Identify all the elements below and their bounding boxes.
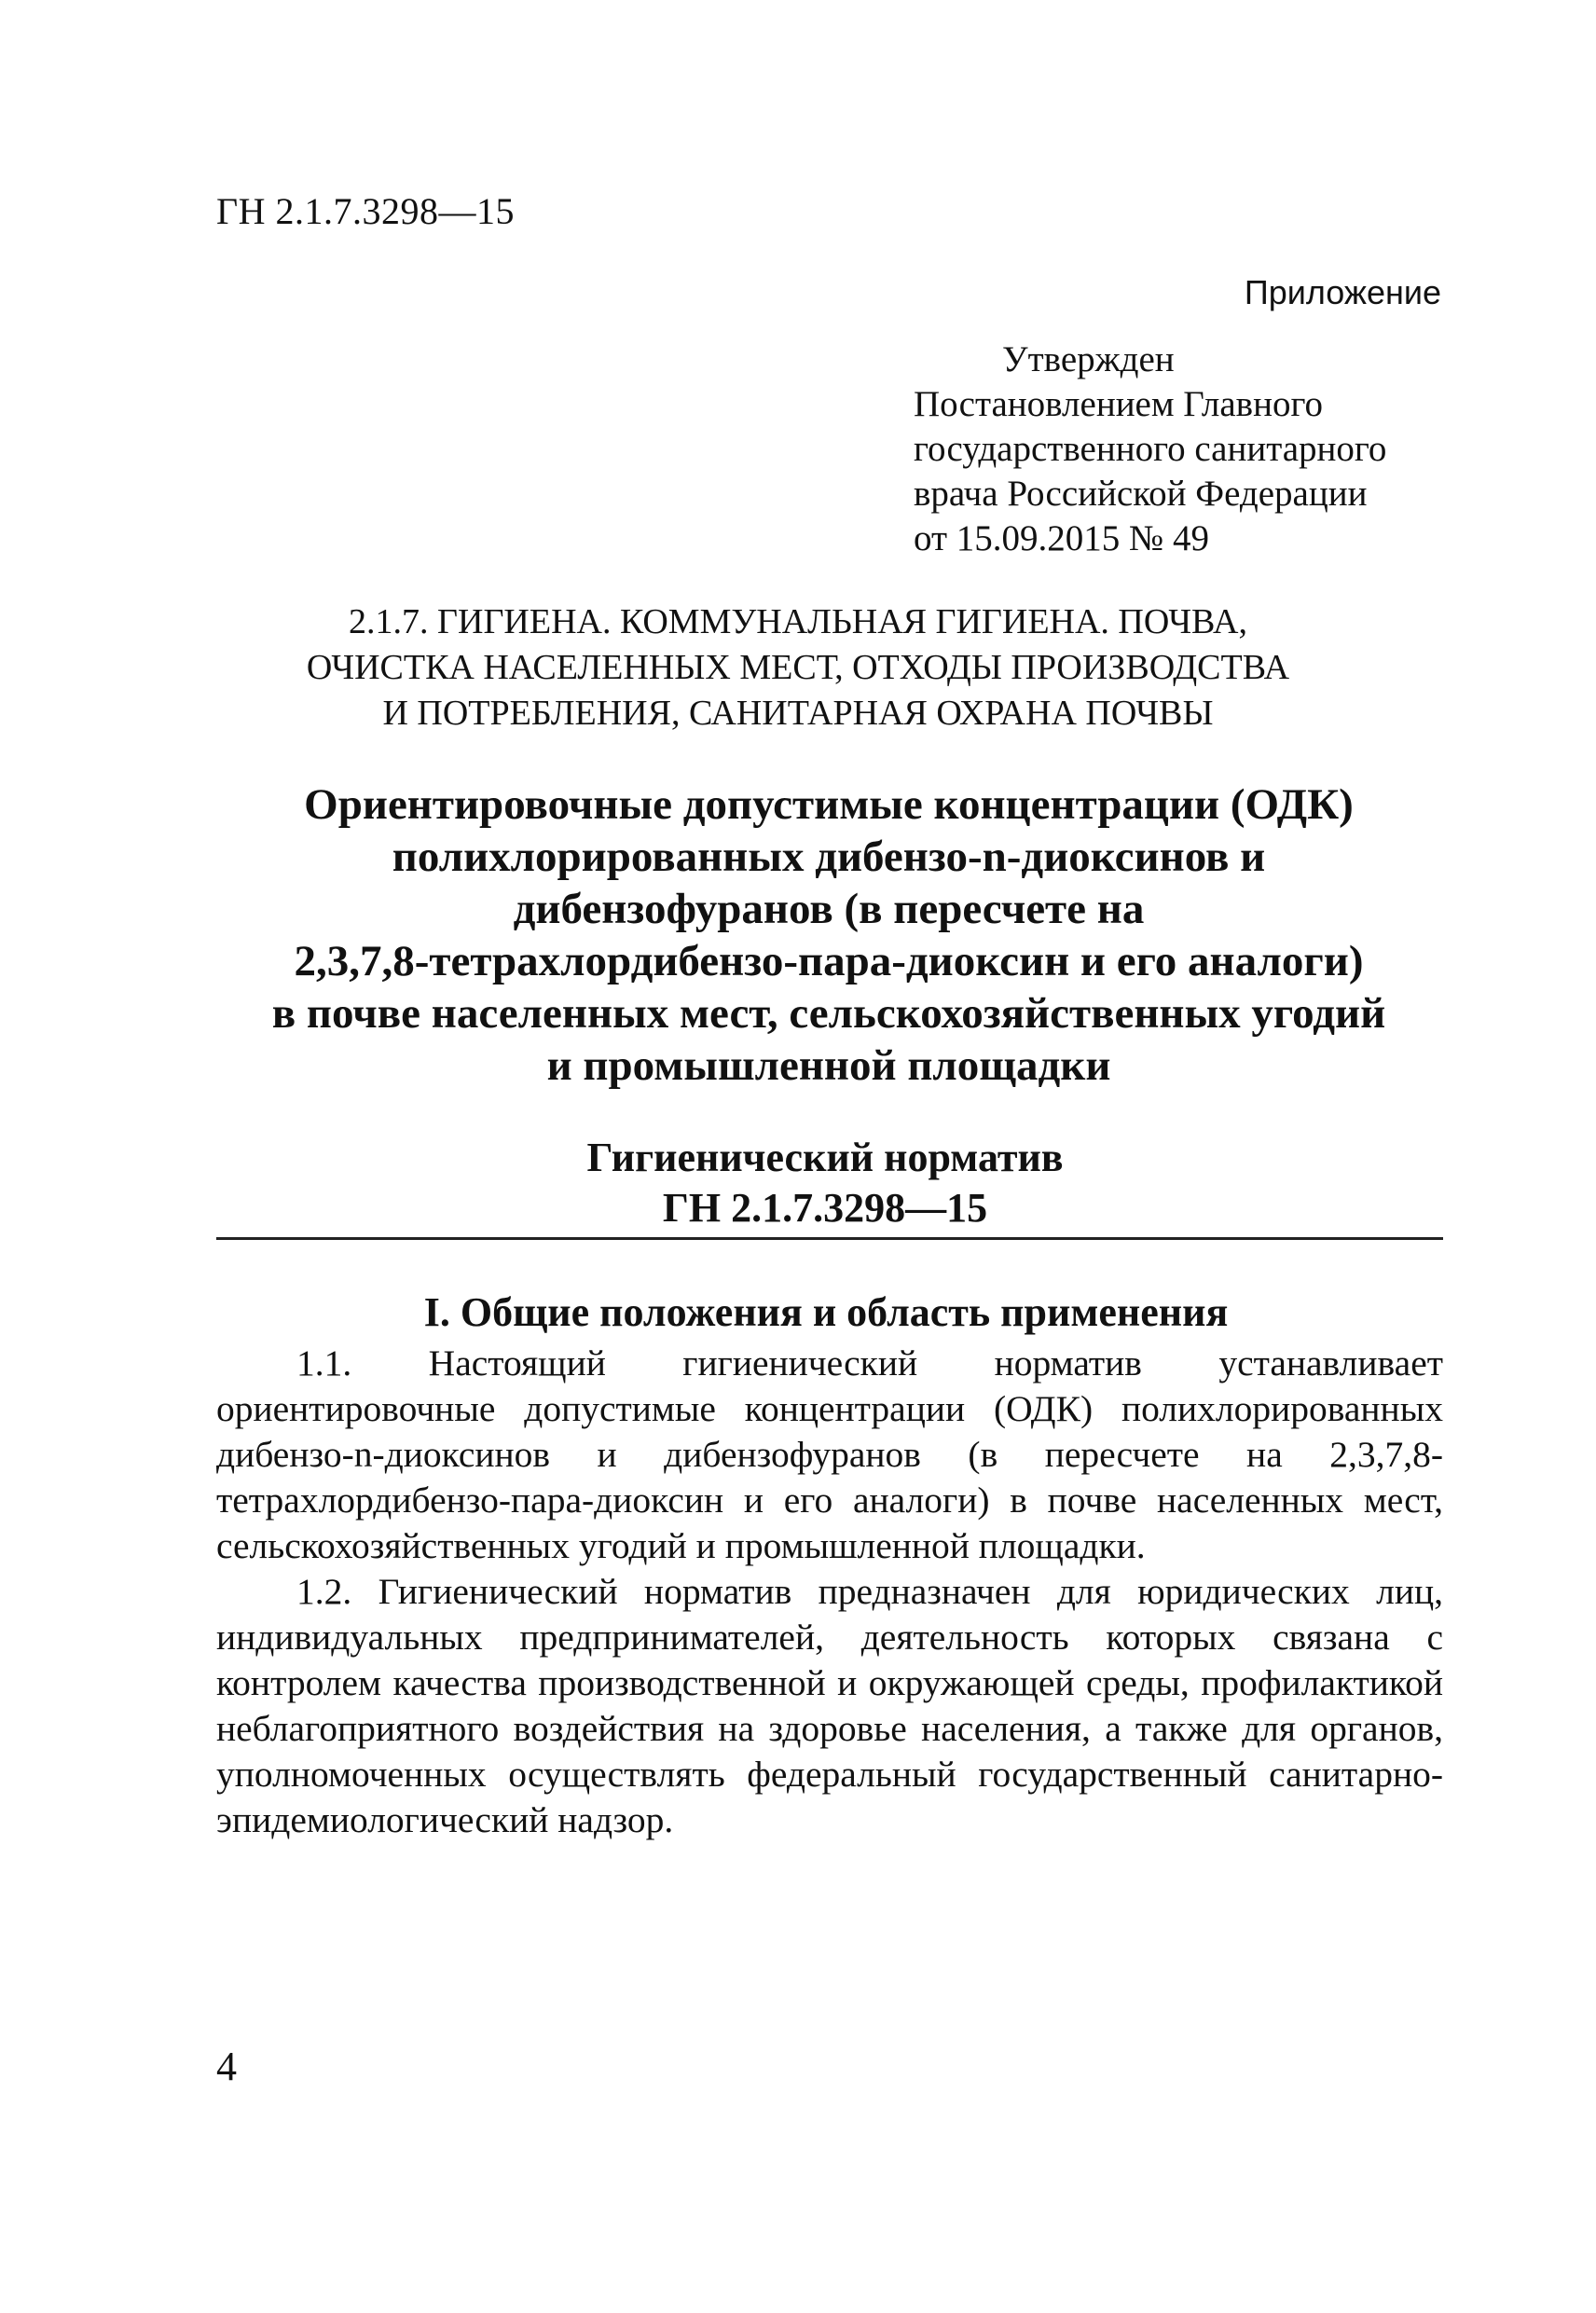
document-title-line: дибензофуранов (в пересчете на <box>513 885 1145 933</box>
approval-line: врача Российской Федерации <box>914 474 1368 514</box>
norm-code: ГН 2.1.7.3298—15 <box>662 1185 988 1231</box>
approval-line: от 15.09.2015 № 49 <box>914 518 1209 558</box>
document-title-line: в почве населенных мест, сельскохозяйственных угодий <box>271 989 1386 1038</box>
document-title-line: 2,3,7,8-тетрахлордибензо-пара-диоксин и его аналоги) <box>294 937 1364 985</box>
chapter-body <box>216 1341 1443 1843</box>
document-title-line: и промышленной площадки <box>546 1041 1111 1090</box>
norm-label: Гигиенический норматив <box>586 1135 1064 1180</box>
approval-block <box>914 337 1386 561</box>
paragraph-1-1: 1.1. Настоящий гигиенический норматив устанавливает ориентировочные допустимые концентрации (ОДК) полихлорированных дибензо-n-диоксинов и дибензофуранов (в пересчете на 2,3,7,8-тетрахлордибензо-пара-диоксин и его аналоги) в почве населенных мест, сельскохозяйственных угодий и промышленной площадки. <box>216 1342 1443 1566</box>
approval-line: Утвержден <box>1002 339 1175 379</box>
approval-line: Постановлением Главного <box>914 384 1323 424</box>
section-title-line: И ПОТРЕБЛЕНИЯ, САНИТАРНАЯ ОХРАНА ПОЧВЫ <box>382 694 1214 733</box>
chapter-heading: I. Общие положения и область применения <box>423 1289 1229 1335</box>
document-title-line: Ориентировочные допустимые концентрации (ОДК) <box>304 780 1354 829</box>
section-title-line: 2.1.7. ГИГИЕНА. КОММУНАЛЬНАЯ ГИГИЕНА. ПОЧВА, <box>349 602 1247 641</box>
approval-line: государственного санитарного <box>914 429 1387 469</box>
norm-block <box>214 1133 1436 1233</box>
document-title-line: полихлорированных дибензо-n-диоксинов и <box>392 833 1266 881</box>
section-title-line: ОЧИСТКА НАСЕЛЕННЫХ МЕСТ, ОТХОДЫ ПРОИЗВОДСТВА <box>306 648 1290 687</box>
paragraph-1-2: 1.2. Гигиенический норматив предназначен для юридических лиц, индивидуальных предпринимателей, деятельность которых связана с контролем качества производственной и окружающей среды, профилактикой неблагоприятного воздействия на здоровье населения, а также для органов, уполномоченных осуществлять федеральный государственный санитарно-эпидемиологический надзор. <box>216 1571 1443 1840</box>
horizontal-rule <box>216 1237 1443 1240</box>
header-document-code: ГН 2.1.7.3298—15 <box>216 190 516 232</box>
appendix-label: Приложение <box>1244 273 1441 311</box>
page-number: 4 <box>216 2044 237 2089</box>
document-title <box>214 778 1443 1092</box>
section-title <box>214 599 1382 737</box>
